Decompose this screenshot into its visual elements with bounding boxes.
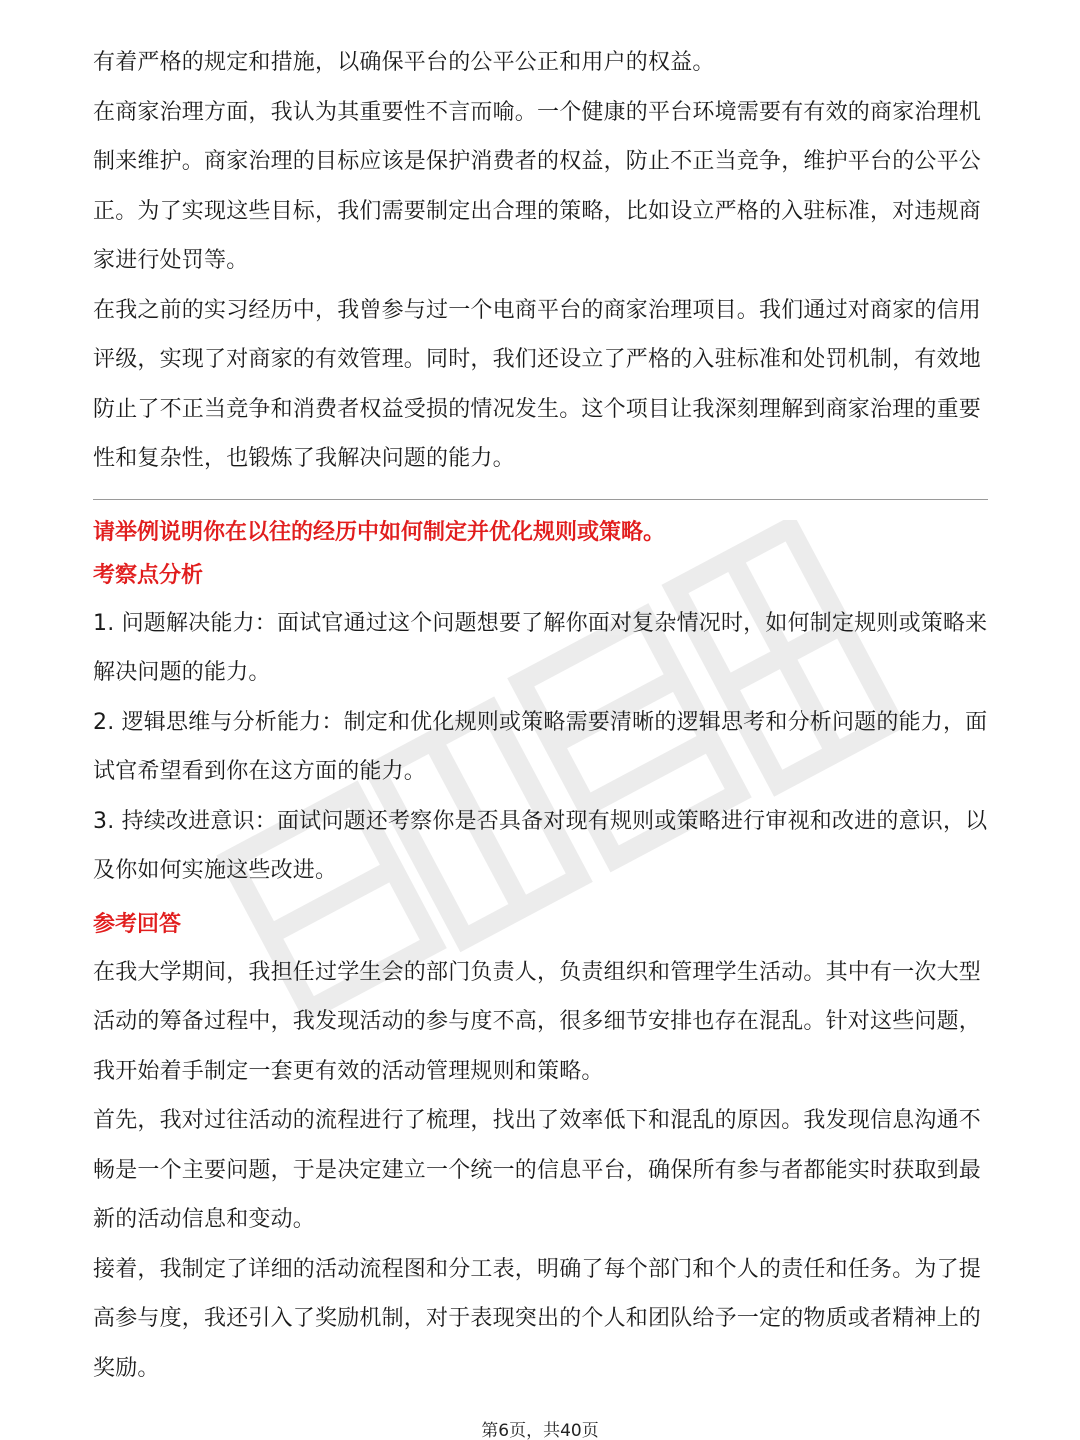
paragraph: 在我之前的实习经历中，我曾参与过一个电商平台的商家治理项目。我们通过对商家的信用评级，实现了对商家的有效管理。同时，我们还设立了严格的入驻标准和处罚机制，有效地防止了不正当竞争和消费者权益受损的情况发生。这个项目让我深刻理解到商家治理的重要性和复杂性，也锻炼了我解决问题的能力。 <box>93 297 982 471</box>
answer-paragraph: 在我大学期间，我担任过学生会的部门负责人，负责组织和管理学生活动。其中有一次大型活动的筹备过程中，我发现活动的参与度不高，很多细节安排也存在混乱。针对这些问题，我开始着手制定一套更有效的活动管理规则和策略。 <box>93 959 982 1084</box>
answer-heading: 参考回答 <box>93 911 182 937</box>
answer-paragraph: 接着，我制定了详细的活动流程图和分工表，明确了每个部门和个人的责任和任务。为了提高参与度，我还引入了奖励机制，对于表现突出的个人和团队给予一定的物质或者精神上的奖励。 <box>93 1256 982 1381</box>
answer-paragraph: 首先，我对过往活动的流程进行了梳理，找出了效率低下和混乱的原因。我发现信息沟通不畅是一个主要问题，于是决定建立一个统一的信息平台，确保所有参与者都能实时获取到最新的活动信息和变动。 <box>93 1108 982 1232</box>
question-title: 请举例说明你在以往的经历中如何制定并优化规则或策略。 <box>93 519 666 545</box>
analysis-heading: 考察点分析 <box>93 562 204 588</box>
analysis-item: 3. 持续改进意识：面试问题还考察你是否具备对现有规则或策略进行审视和改进的意识，以及你如何实施这些改进。 <box>93 808 988 883</box>
section-divider <box>93 499 988 500</box>
analysis-item: 2. 逻辑思维与分析能力：制定和优化规则或策略需要清晰的逻辑思考和分析问题的能力，面试官希望看到你在这方面的能力。 <box>93 709 988 784</box>
paragraph: 在商家治理方面，我认为其重要性不言而喻。一个健康的平台环境需要有有效的商家治理机制来维护。商家治理的目标应该是保护消费者的权益，防止不正当竞争，维护平台的公平公正。为了实现这些目标，我们需要制定出合理的策略，比如设立严格的入驻标准，对违规商家进行处罚等。 <box>93 99 982 273</box>
main-content <box>93 38 988 1393</box>
page-number: 第6页，共40页 <box>481 1421 599 1440</box>
analysis-item: 1. 问题解决能力：面试官通过这个问题想要了解你面对复杂情况时，如何制定规则或策略来解决问题的能力。 <box>93 610 988 685</box>
paragraph: 有着严格的规定和措施，以确保平台的公平公正和用户的权益。 <box>93 50 715 75</box>
